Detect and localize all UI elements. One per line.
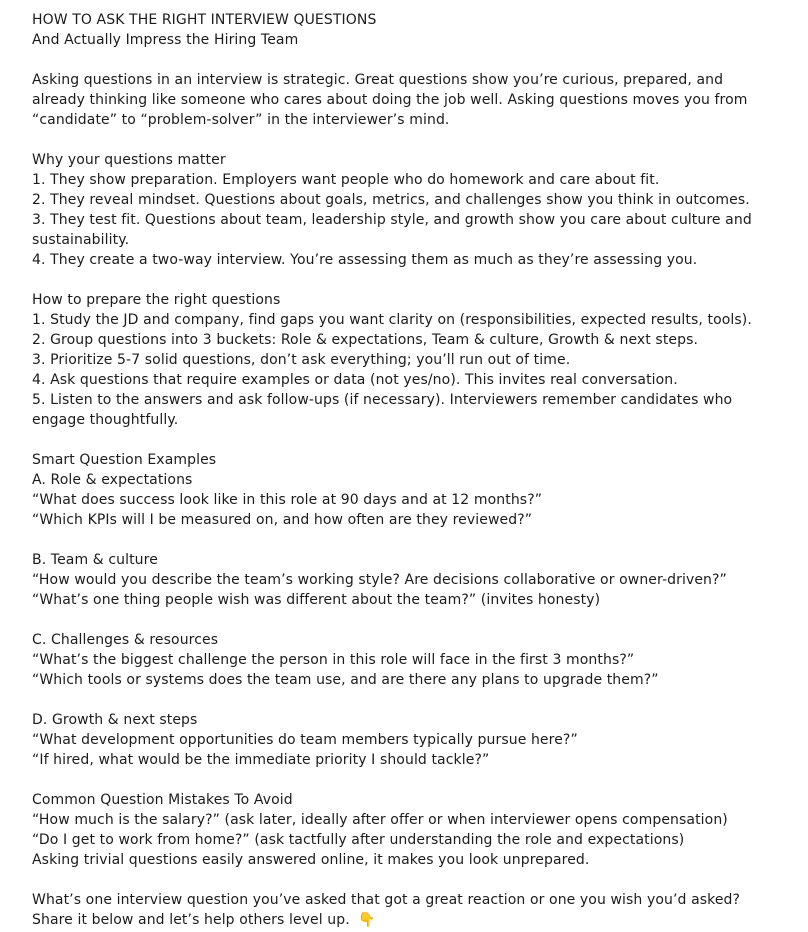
intro-line: already thinking like someone who cares about doing the job well. Asking questions moves you from (32, 92, 748, 108)
spacer (32, 690, 802, 710)
pointing-down-icon: 👇 (358, 912, 376, 928)
spacer (32, 770, 802, 790)
intro-line: “candidate” to “problem-solver” in the interviewer’s mind. (32, 112, 450, 128)
example-question: “If hired, what would be the immediate priority I should tackle?” (32, 752, 490, 768)
prepare-item: 3. Prioritize 5-7 solid questions, don’t ask everything; you’ll run out of time. (32, 352, 571, 368)
spacer (32, 430, 802, 450)
why-heading: Why your questions matter (32, 152, 226, 168)
spacer (32, 130, 802, 150)
example-question: “What’s one thing people wish was different about the team?” (invites honesty) (32, 592, 601, 608)
team-heading: B. Team & culture (32, 552, 158, 568)
closing-cta-text: Share it below and let’s help others level up. (32, 912, 350, 928)
spacer (32, 530, 802, 550)
prepare-item: 2. Group questions into 3 buckets: Role & expectations, Team & culture, Growth & next steps. (32, 332, 699, 348)
post-subtitle: And Actually Impress the Hiring Team (32, 32, 299, 48)
prepare-item: 1. Study the JD and company, find gaps you want clarity on (responsibilities, expected results, tools). (32, 312, 752, 328)
mistake-item: Asking trivial questions easily answered online, it makes you look unprepared. (32, 852, 590, 868)
mistakes-heading: Common Question Mistakes To Avoid (32, 792, 293, 808)
why-item: 2. They reveal mindset. Questions about goals, metrics, and challenges show you think in outcomes. (32, 192, 750, 208)
spacer (32, 870, 802, 890)
post-title: HOW TO ASK THE RIGHT INTERVIEW QUESTIONS (32, 12, 377, 28)
spacer (32, 50, 802, 70)
example-question: “How would you describe the team’s working style? Are decisions collaborative or owner-driven?” (32, 572, 727, 588)
challenges-heading: C. Challenges & resources (32, 632, 219, 648)
why-item: 3. They test fit. Questions about team, leadership style, and growth show you care about culture and (32, 212, 752, 228)
intro-line: Asking questions in an interview is strategic. Great questions show you’re curious, prepared, and (32, 72, 724, 88)
why-item: 4. They create a two-way interview. You’re assessing them as much as they’re assessing you. (32, 252, 698, 268)
prepare-item: 5. Listen to the answers and ask follow-ups (if necessary). Interviewers remember candidates who (32, 392, 733, 408)
prepare-item: engage thoughtfully. (32, 412, 179, 428)
prepare-item: 4. Ask questions that require examples or data (not yes/no). This invites real conversation. (32, 372, 678, 388)
example-question: “Which tools or systems does the team use, and are there any plans to upgrade them?” (32, 672, 659, 688)
mistake-item: “Do I get to work from home?” (ask tactfully after understanding the role and expectations) (32, 832, 685, 848)
example-question: “What does success look like in this role at 90 days and at 12 months?” (32, 492, 543, 508)
prepare-heading: How to prepare the right questions (32, 292, 281, 308)
example-question: “Which KPIs will I be measured on, and how often are they reviewed?” (32, 512, 533, 528)
growth-heading: D. Growth & next steps (32, 712, 198, 728)
mistake-item: “How much is the salary?” (ask later, ideally after offer or when interviewer opens compensation) (32, 812, 728, 828)
closing-cta (32, 910, 802, 930)
spacer (32, 270, 802, 290)
example-question: “What development opportunities do team members typically pursue here?” (32, 732, 578, 748)
role-heading: A. Role & expectations (32, 472, 193, 488)
spacer (32, 610, 802, 630)
closing-question: What’s one interview question you’ve asked that got a great reaction or one you wish you’d asked? (32, 892, 741, 908)
post-body (32, 10, 802, 930)
example-question: “What’s the biggest challenge the person in this role will face in the first 3 months?” (32, 652, 635, 668)
why-item: 1. They show preparation. Employers want people who do homework and care about fit. (32, 172, 660, 188)
why-item: sustainability. (32, 232, 130, 248)
examples-heading: Smart Question Examples (32, 452, 217, 468)
